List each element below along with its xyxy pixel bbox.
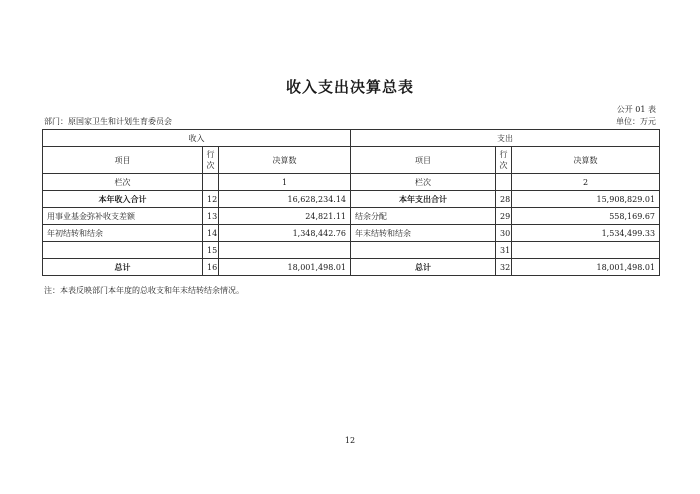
table-row [43,242,660,259]
table-row [43,225,660,242]
page-title: 收入支出决算总表 [285,78,414,96]
left-line: 13 [203,208,219,225]
left-item: 本年收入合计 [43,191,203,208]
table-note: 注：本表反映部门本年度的总收支和年末结转结余情况。 [44,286,244,295]
left-line: 12 [203,191,219,208]
lanci-empty-right [496,174,512,191]
table-row [43,191,660,208]
right-item: 结余分配 [351,208,496,225]
lanci-num-left: 1 [219,174,351,191]
lanci-label-right: 栏次 [351,174,496,191]
lanci-label-left: 栏次 [43,174,203,191]
expense-header: 支出 [351,130,660,147]
left-item: 用事业基金弥补收支差额 [43,208,203,225]
right-amount [512,242,660,259]
left-item: 年初结转和结余 [43,225,203,242]
department-label: 部门：原国家卫生和计划生育委员会 [44,117,172,126]
left-line: 15 [203,242,219,259]
income-header: 收入 [43,130,351,147]
right-item: 年末结转和结余 [351,225,496,242]
table-row [43,259,660,276]
right-line: 29 [496,208,512,225]
left-line: 16 [203,259,219,276]
right-amount: 18,001,498.01 [512,259,660,276]
lanci-num-right: 2 [512,174,660,191]
lanci-empty-left [203,174,219,191]
right-line: 30 [496,225,512,242]
col-header-item-2: 项目 [351,147,496,174]
right-line: 31 [496,242,512,259]
col-header-line: 行次 [203,147,219,174]
left-item [43,242,203,259]
income-expense-table [42,129,660,276]
col-header-amount: 决算数 [219,147,351,174]
right-item: 本年支出合计 [351,191,496,208]
col-header-line-2: 行次 [496,147,512,174]
left-amount: 1,348,442.76 [219,225,351,242]
col-header-item: 项目 [43,147,203,174]
right-amount: 558,169.67 [512,208,660,225]
right-line: 28 [496,191,512,208]
left-amount [219,242,351,259]
left-amount: 24,821.11 [219,208,351,225]
form-code: 公开 01 表 [616,105,656,114]
left-line: 14 [203,225,219,242]
left-amount: 18,001,498.01 [219,259,351,276]
right-line: 32 [496,259,512,276]
table-row [43,208,660,225]
left-item: 总计 [43,259,203,276]
col-header-amount-2: 决算数 [512,147,660,174]
unit-label: 单位：万元 [616,117,656,126]
right-amount: 15,908,829.01 [512,191,660,208]
right-item [351,242,496,259]
left-amount: 16,628,234.14 [219,191,351,208]
page-number: 12 [344,436,356,445]
right-item: 总计 [351,259,496,276]
right-amount: 1,534,499.33 [512,225,660,242]
